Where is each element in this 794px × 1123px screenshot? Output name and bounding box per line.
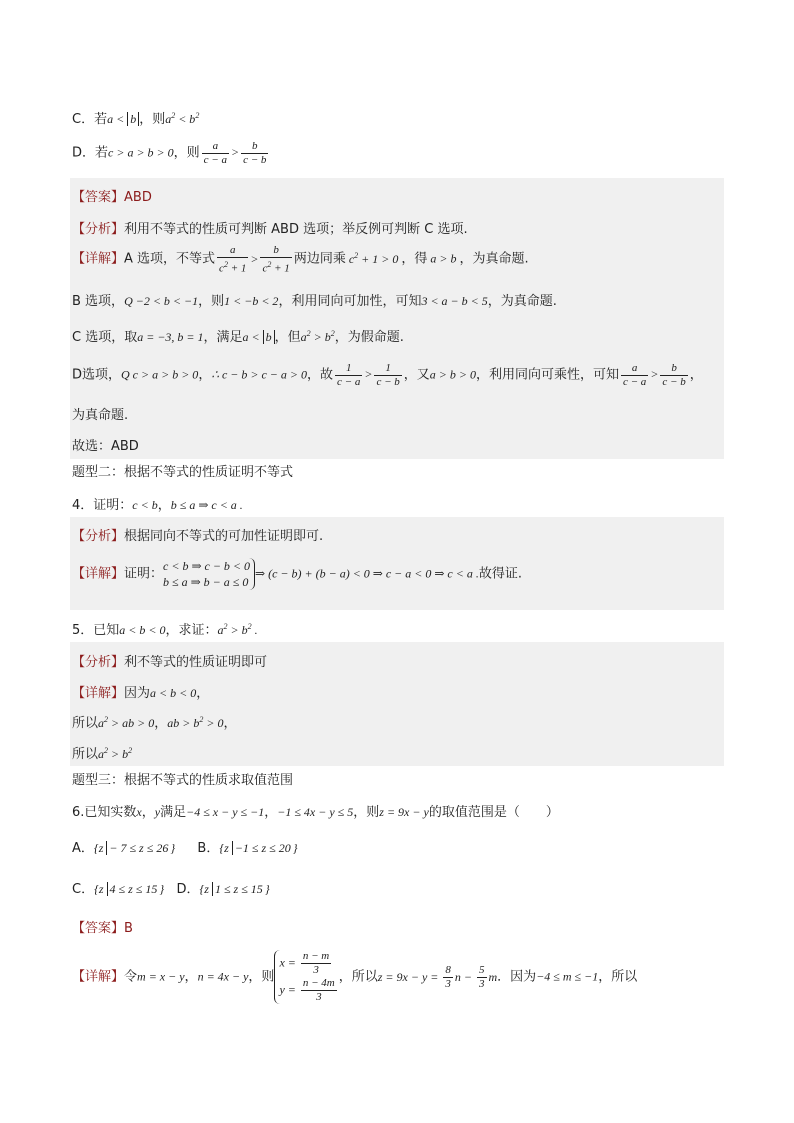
formula: {z 4 ≤ z ≤ 15 } [94,882,165,896]
formula: −4 ≤ x − y ≤ −1 [186,805,265,819]
q4-analysis: 【分析】根据同向不等式的可加性证明即可. [72,529,324,544]
answer-value: ABD [124,190,152,205]
q3-detail-d-end: 为真命题. [72,408,129,423]
formula: a < b [107,112,139,126]
q3-detail-d: D选项，Q c > a > b > 0，∴ c − b > c − a > 0，故 $\frac{1}{c - a}$ > $\frac{1}{c - b}$ ，又a > b > 0，利用同向可乘性，可知 $\frac{a}{c - a}$ > $\frac{b}{c - b}$ ， [72,362,703,388]
formula: $\frac{a}{c - a}$ > $\frac{b}{c - b}$ [203,140,267,166]
section-title-type2: 题型二：根据不等式的性质证明不等式 [72,465,294,480]
q5-detail: 【详解】因为a < b < 0， [72,686,210,701]
formula: {z 1 ≤ z ≤ 15 } [199,882,270,896]
answer-value: B [124,921,133,936]
formula: m = x − y [137,969,185,984]
formula: a < b < 0 [119,623,166,637]
formula: b ≤ a ⇒ c < a . [170,498,243,512]
detail-tag: 【详解】 [72,686,125,701]
formula: n = 4x − y [197,969,249,984]
q3-option-c: C．若a < b ，则$a^2 < b^2$ [72,111,200,127]
formula: z = 9x − y = $\frac{8}{3}$ n − $\frac{5}{3}$ m [377,964,498,991]
formula: c > a > b > 0 [108,145,174,160]
formula: −4 ≤ m ≤ −1 [536,969,599,984]
formula: y [154,805,161,819]
q3-option-d: D．若c > a > b > 0，则 $\frac{a}{c - a}$ > $\frac{b}{c - b}$ [72,140,270,167]
formula: a = −3, b = 1 [137,330,204,344]
formula: a < b [243,330,275,344]
formula: $c^2 + 1 > 0$ [345,250,402,266]
formula: z = 9x − y [379,805,429,819]
formula: {z − 7 ≤ z ≤ 26 } [93,841,176,855]
answer-tag: 【答案】 [72,190,125,205]
formula: x [136,805,142,819]
detail-tag: 【详解】 [72,566,125,582]
detail-tag: 【详解】 [72,251,125,267]
q6-detail: 【详解】令m = x − y，n = 4x − y，则x = $\frac{n - m}{3}$ y = $\frac{n - 4m}{3}$ ，所以z = 9x − y = $\frac{8}{3}$ n − $\frac{5}{3}$ m．因为−4 ≤ m ≤ −1，所以 [72,950,638,1003]
formula: $a^2 < b^2$ [165,111,200,126]
formula: 3 < a − b < 5 [421,294,488,308]
q5-stem: 5．已知a < b < 0，求证：$a^2 > b^2$ . [72,622,258,638]
q3-detail-c: C 选项，取a = −3, b = 1，满足a < b ，但$a^2 > b^2$，为假命题. [72,329,404,345]
q3-detail-a: 【详解】A 选项，不等式 $\frac{a}{c^2 + 1}$ > $\frac{b}{c^2 + 1}$ 两边同乘 $c^2 + 1 > 0$ ，得 a > b ，为真命题. [72,244,529,275]
formula: c < b ⇒ c − b < 0 b ≤ a ⇒ b − a ≤ 0 [163,558,255,590]
q6-stem: 6.已知实数x，y满足−4 ≤ x − y ≤ −1，−1 ≤ 4x − y ≤ 5，则z = 9x − y的取值范围是（ ） [72,805,559,820]
section-title-type3: 题型三：根据不等式的性质求取值范围 [72,773,294,788]
q3-detail-b: B 选项，Q −2 < b < −1，则1 < −b < 2，利用同向可加性，可知3 < a − b < 5，为真命题. [72,294,557,309]
q6-options-ab: A．{z − 7 ≤ z ≤ 26 } B．{z −1 ≤ z ≤ 20 } [72,841,298,856]
q4-detail: 【详解】证明：c < b ⇒ c − b < 0 b ≤ a ⇒ b − a ≤ 0⇒ (c − b) + (b − a) < 0 ⇒ c − a < 0 ⇒ c < a .故得证. [72,559,522,589]
q5-analysis: 【分析】利不等式的性质证明即可 [72,655,268,670]
answer-tag: 【答案】 [72,921,125,936]
formula: −1 ≤ 4x − y ≤ 5 [277,805,354,819]
formula: ⇒ (c − b) + (b − a) < 0 ⇒ c − a < 0 ⇒ c < a . [255,566,479,581]
formula: $a^2 > b^2$ [98,746,133,761]
formula: $a^2$ > ab > 0 [98,715,155,730]
q4-stem: 4．证明：c < b，b ≤ a ⇒ c < a . [72,498,243,513]
q3-answer [72,186,152,205]
analysis-tag: 【分析】 [72,222,125,237]
formula: $a^2 > b^2$ . [217,622,258,637]
analysis-text: 利用不等式的性质可判断 ABD 选项；举反例可判断 C 选项. [124,222,468,237]
formula: $\frac{a}{c^2 + 1}$ > $\frac{b}{c^2 + 1}$ [219,244,290,275]
formula: x = $\frac{n - m}{3}$ y = $\frac{n - 4m}{3}$ [274,950,338,1004]
formula: c < b [132,498,158,512]
q5-detail-line3: 所以$a^2 > b^2$ [72,746,133,762]
detail-tag: 【详解】 [72,969,125,985]
formula: $\frac{1}{c - a}$ > $\frac{1}{c - b}$ [337,362,400,388]
q3-choose: 故选：ABD [72,439,139,454]
formula: ∴ c − b > c − a > 0 [211,367,308,382]
formula: $\frac{a}{c - a}$ > $\frac{b}{c - b}$ [623,362,686,388]
formula: {z −1 ≤ z ≤ 20 } [219,841,298,855]
formula: a > b [427,251,460,266]
formula: $a^2 > b^2$ [300,329,335,344]
analysis-tag: 【分析】 [72,529,125,544]
q5-detail-line2: 所以$a^2$ > ab > 0，ab > $b^2 > 0$， [72,715,237,731]
q6-options-cd: C．{z 4 ≤ z ≤ 15 } D．{z 1 ≤ z ≤ 15 } [72,882,270,897]
formula: 1 < −b < 2 [224,294,279,308]
q3-analysis [72,218,468,237]
formula: a < b < 0 [150,686,197,700]
formula: a > b > 0 [429,367,476,382]
formula: Q −2 < b < −1 [124,294,199,308]
formula: ab > $b^2 > 0$ [167,715,224,730]
analysis-tag: 【分析】 [72,655,125,670]
formula: Q c > a > b > 0 [121,367,199,382]
q6-answer [72,917,133,936]
